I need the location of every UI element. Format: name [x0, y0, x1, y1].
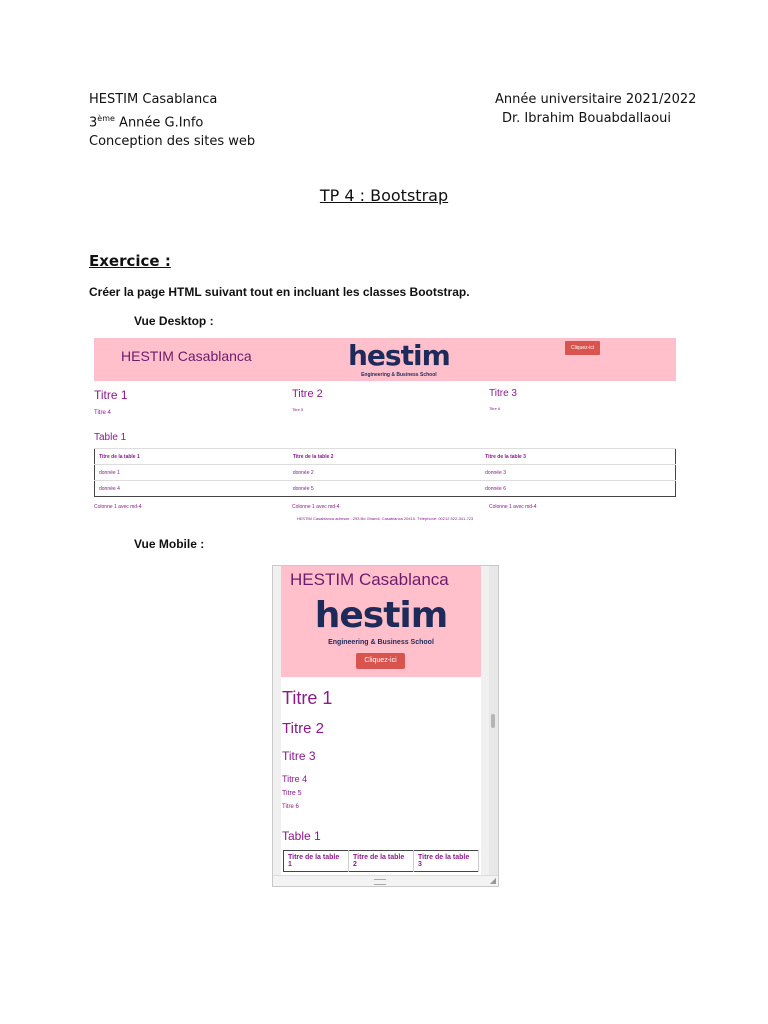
title-2: Titre 2: [282, 720, 324, 737]
title-1: Titre 1: [94, 388, 128, 402]
desktop-logo: [348, 340, 450, 378]
mobile-click-button[interactable]: Cliquez-ici: [356, 653, 405, 669]
footer-col-2: Colonne 1 avec md-4: [292, 504, 340, 510]
title-4: Titre 4: [282, 774, 308, 784]
table-cell: donnée 5: [289, 481, 481, 497]
mobile-logo: [281, 594, 481, 648]
logo-word: hestim: [348, 339, 450, 372]
title-5: Titre 5: [292, 407, 304, 412]
mobile-table-title: Table 1: [282, 829, 321, 843]
mobile-bottom-bar: [273, 875, 498, 887]
table-cell: donnée 3: [481, 465, 675, 481]
logo-word: hestim: [314, 595, 448, 636]
title-3: Titre 3: [282, 749, 316, 763]
title-1: Titre 1: [282, 688, 333, 708]
desktop-table: [94, 448, 676, 497]
year-line: 3ème Année G.Info: [89, 114, 204, 131]
mobile-banner: [281, 566, 481, 677]
mobile-preview: [272, 565, 499, 887]
table-row: [95, 481, 676, 497]
doc-header-left: [89, 90, 255, 151]
title-6: Titre 6: [489, 406, 501, 411]
footer-address: HESTIM Casablanca adresse : 293 Bd Ghandi, Casablanca 20410. Téléphone: 00212 522-341-723: [296, 516, 474, 521]
scrollbar-thumb[interactable]: [491, 714, 495, 728]
logo-subtitle: Engineering & Business School: [328, 639, 434, 646]
mobile-brand: HESTIM Casablanca: [290, 570, 449, 589]
title-3: Titre 3: [489, 388, 517, 399]
teacher-name: Dr. Ibrahim Bouabdallaoui: [502, 111, 672, 126]
table-header-cell: Titre de la table 3: [481, 449, 675, 465]
table-row: [95, 465, 676, 481]
resize-corner-icon[interactable]: ◢: [489, 876, 496, 885]
table-cell: donnée 4: [95, 481, 289, 497]
desktop-brand: HESTIM Casablanca: [121, 348, 252, 364]
logo-subtitle: Engineering & Business School: [361, 372, 437, 378]
table-header-cell: Titre de la table 1: [95, 449, 289, 465]
course-name: Conception des sites web: [89, 134, 256, 150]
resize-grip-icon[interactable]: [374, 879, 386, 885]
desktop-label: Vue Desktop :: [134, 314, 214, 328]
mobile-viewport: [281, 566, 481, 875]
table-header-row: [284, 851, 479, 872]
school-name: HESTIM Casablanca: [89, 92, 218, 107]
table-cell: donnée 2: [289, 465, 481, 481]
footer-col-3: Colonne 1 avec md-4: [489, 504, 537, 510]
desktop-preview: [94, 338, 676, 528]
table-header-cell: Titre de la table 1: [284, 851, 349, 872]
exercise-heading: Exercice :: [89, 252, 171, 270]
mobile-scrollbar[interactable]: [489, 566, 498, 875]
desktop-col-1: [94, 388, 128, 416]
desktop-click-button[interactable]: Cliquez-ici: [565, 341, 600, 355]
desktop-table-title: Table 1: [94, 432, 127, 443]
mobile-label: Vue Mobile :: [134, 537, 205, 551]
table-header-cell: Titre de la table 2: [289, 449, 481, 465]
table-header-cell: Titre de la table 2: [349, 851, 414, 872]
table-cell: donnée 6: [481, 481, 675, 497]
academic-year: Année universitaire 2021/2022: [495, 92, 697, 107]
footer-col-1: Colonne 1 avec md-4: [94, 504, 142, 510]
mobile-table: [283, 850, 479, 872]
title-4: Titre 4: [94, 410, 111, 416]
title-5: Titre 5: [282, 790, 302, 797]
table-cell: donnée 1: [95, 465, 289, 481]
desktop-col-2: [292, 388, 323, 412]
doc-header-right: [495, 90, 696, 128]
title-6: Titre 6: [282, 804, 299, 810]
title-2: Titre 2: [292, 388, 323, 400]
exercise-instruction: Créer la page HTML suivant tout en incluant les classes Bootstrap.: [89, 285, 470, 299]
table-header-row: [95, 449, 676, 465]
page-title: TP 4 : Bootstrap: [319, 186, 449, 205]
desktop-col-3: [489, 388, 517, 411]
table-header-cell: Titre de la table 3: [414, 851, 479, 872]
desktop-banner: [94, 338, 676, 381]
